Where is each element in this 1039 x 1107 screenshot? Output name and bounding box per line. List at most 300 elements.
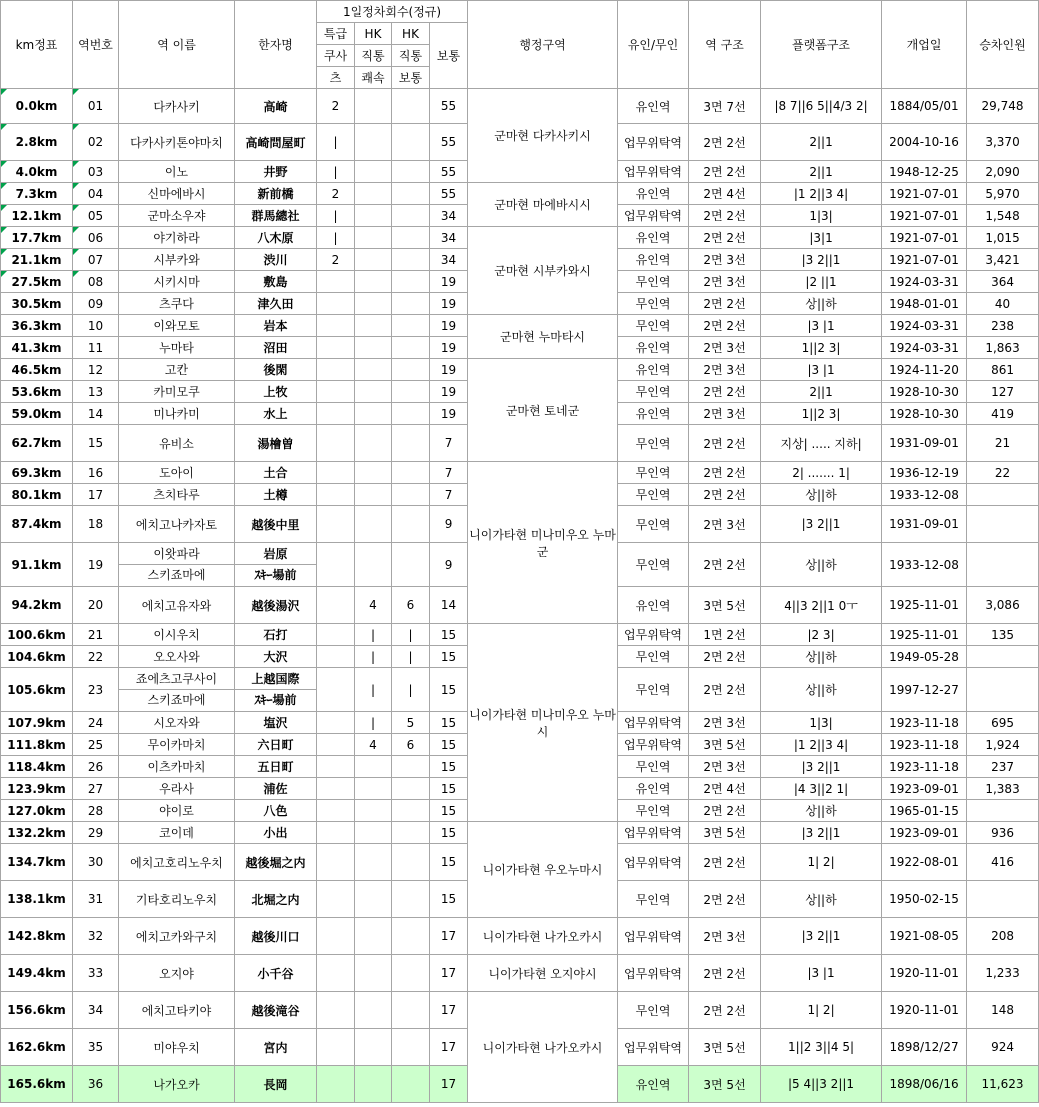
station-name: 무이카마치 xyxy=(119,734,235,756)
header-daily-stops: 1일정차회수(정규) xyxy=(317,1,468,23)
hk-rapid-stops xyxy=(355,124,392,161)
hk-local-stops xyxy=(392,89,430,124)
station-structure: 2면 4선 xyxy=(689,183,761,205)
hanja-name: 浦佐 xyxy=(235,778,317,800)
express-stops xyxy=(317,822,355,844)
km-cell: 4.0km xyxy=(1,161,73,183)
express-stops xyxy=(317,668,355,712)
hanja-name: 後閑 xyxy=(235,359,317,381)
opening-date: 1923-09-01 xyxy=(882,822,967,844)
station-name: 시부카와 xyxy=(119,249,235,271)
header-km: km정표 xyxy=(1,1,73,89)
staffed-status: 업무위탁역 xyxy=(618,822,689,844)
station-name-cell xyxy=(119,543,235,587)
station-number: 12 xyxy=(73,359,119,381)
ridership xyxy=(967,668,1039,712)
platform-layout: |5 4||3 2||1 xyxy=(761,1066,882,1103)
km-cell: 59.0km xyxy=(1,403,73,425)
station-structure: 2면 3선 xyxy=(689,249,761,271)
staffed-status: 무인역 xyxy=(618,462,689,484)
platform-layout: 상||하 xyxy=(761,800,882,822)
hk-rapid-stops: | xyxy=(355,624,392,646)
station-number: 24 xyxy=(73,712,119,734)
station-name: 츠쿠다 xyxy=(119,293,235,315)
station-structure: 2면 3선 xyxy=(689,712,761,734)
ridership: 11,623 xyxy=(967,1066,1039,1103)
station-structure: 2면 2선 xyxy=(689,668,761,712)
hk-local-stops xyxy=(392,506,430,543)
station-number: 08 xyxy=(73,271,119,293)
region-cell: 군마현 누마타시 xyxy=(468,315,618,359)
hk-local-stops xyxy=(392,359,430,381)
local-stops: 15 xyxy=(430,881,468,918)
hanja-name: 群馬總社 xyxy=(235,205,317,227)
hk-local-stops: | xyxy=(392,646,430,668)
express-stops xyxy=(317,271,355,293)
local-stops: 19 xyxy=(430,359,468,381)
hk-rapid-stops: 4 xyxy=(355,734,392,756)
hk-local-stops xyxy=(392,337,430,359)
staffed-status: 업무위탁역 xyxy=(618,955,689,992)
ridership: 1,924 xyxy=(967,734,1039,756)
ridership: 22 xyxy=(967,462,1039,484)
header-riders: 승차인원 xyxy=(967,1,1039,89)
hk-local-stops xyxy=(392,844,430,881)
local-stops: 15 xyxy=(430,712,468,734)
staffed-status: 업무위탁역 xyxy=(618,205,689,227)
staffed-status: 업무위탁역 xyxy=(618,734,689,756)
ridership: 21 xyxy=(967,425,1039,462)
staffed-status: 무인역 xyxy=(618,293,689,315)
local-stops: 7 xyxy=(430,462,468,484)
hanja-name: 越後川口 xyxy=(235,918,317,955)
opening-date: 1923-11-18 xyxy=(882,756,967,778)
ridership xyxy=(967,881,1039,918)
platform-layout: 지상| ..... 지하| xyxy=(761,425,882,462)
express-stops xyxy=(317,293,355,315)
station-name: 야이로 xyxy=(119,800,235,822)
station-name: 미야우치 xyxy=(119,1029,235,1066)
km-cell: 87.4km xyxy=(1,506,73,543)
local-stops: 15 xyxy=(430,822,468,844)
express-stops xyxy=(317,756,355,778)
station-structure: 2면 4선 xyxy=(689,778,761,800)
station-number: 10 xyxy=(73,315,119,337)
staffed-status: 유인역 xyxy=(618,89,689,124)
express-stops xyxy=(317,646,355,668)
express-stops xyxy=(317,624,355,646)
station-name: 기타호리노우치 xyxy=(119,881,235,918)
express-stops xyxy=(317,1066,355,1103)
express-stops xyxy=(317,844,355,881)
station-structure: 2면 3선 xyxy=(689,337,761,359)
station-number: 13 xyxy=(73,381,119,403)
opening-date: 1920-11-01 xyxy=(882,955,967,992)
ridership: 924 xyxy=(967,1029,1039,1066)
platform-layout: 2||1 xyxy=(761,124,882,161)
km-cell: 134.7km xyxy=(1,844,73,881)
ridership xyxy=(967,800,1039,822)
station-number: 07 xyxy=(73,249,119,271)
station-name: 다카사키톤야마치 xyxy=(119,124,235,161)
km-cell: 36.3km xyxy=(1,315,73,337)
opening-date: 1936-12-19 xyxy=(882,462,967,484)
hanja-name: 新前橋 xyxy=(235,183,317,205)
staffed-status: 무인역 xyxy=(618,992,689,1029)
local-stops: 7 xyxy=(430,484,468,506)
local-stops: 15 xyxy=(430,756,468,778)
station-structure: 3면 5선 xyxy=(689,734,761,756)
table-row xyxy=(1,822,1039,844)
opening-date: 1898/12/27 xyxy=(882,1029,967,1066)
local-stops: 19 xyxy=(430,315,468,337)
hanja-name: 八色 xyxy=(235,800,317,822)
hanja-name: 高崎問屋町 xyxy=(235,124,317,161)
station-structure: 2면 3선 xyxy=(689,403,761,425)
hk-local-stops xyxy=(392,227,430,249)
header-express-1: 특급 xyxy=(317,23,355,45)
region-cell: 니이가타현 오지야시 xyxy=(468,955,618,992)
km-cell: 91.1km xyxy=(1,543,73,587)
station-number: 04 xyxy=(73,183,119,205)
platform-layout: 1|3| xyxy=(761,712,882,734)
hanja-name: 湯檜曽 xyxy=(235,425,317,462)
header-local: 보통 xyxy=(430,23,468,89)
station-number: 20 xyxy=(73,587,119,624)
ridership: 695 xyxy=(967,712,1039,734)
hk-rapid-stops xyxy=(355,337,392,359)
station-structure: 2면 2선 xyxy=(689,205,761,227)
km-cell: 107.9km xyxy=(1,712,73,734)
local-stops: 34 xyxy=(430,227,468,249)
hk-rapid-stops xyxy=(355,778,392,800)
staffed-status: 무인역 xyxy=(618,425,689,462)
hanja-name: 越後堀之内 xyxy=(235,844,317,881)
local-stops: 17 xyxy=(430,1066,468,1103)
km-cell: 80.1km xyxy=(1,484,73,506)
station-name: 이왓파라 xyxy=(153,547,200,561)
station-structure: 2면 3선 xyxy=(689,506,761,543)
platform-layout: |1 2||3 4| xyxy=(761,734,882,756)
local-stops: 19 xyxy=(430,337,468,359)
ridership: 3,421 xyxy=(967,249,1039,271)
opening-date: 1923-11-18 xyxy=(882,712,967,734)
express-stops: 2 xyxy=(317,249,355,271)
express-stops xyxy=(317,587,355,624)
hanja-name: 宮内 xyxy=(235,1029,317,1066)
express-stops xyxy=(317,543,355,587)
km-cell: 21.1km xyxy=(1,249,73,271)
platform-layout: |1 2||3 4| xyxy=(761,183,882,205)
station-number: 23 xyxy=(73,668,119,712)
station-structure: 2면 2선 xyxy=(689,161,761,183)
hk-local-stops xyxy=(392,205,430,227)
staffed-status: 업무위탁역 xyxy=(618,161,689,183)
express-stops xyxy=(317,778,355,800)
station-structure: 2면 3선 xyxy=(689,359,761,381)
ridership: 1,863 xyxy=(967,337,1039,359)
express-stops xyxy=(317,881,355,918)
header-staffed: 유인/무인 xyxy=(618,1,689,89)
express-stops: 2 xyxy=(317,183,355,205)
platform-layout: 2||1 xyxy=(761,381,882,403)
station-name-cell xyxy=(119,668,235,712)
header-no: 역번호 xyxy=(73,1,119,89)
local-stops: 14 xyxy=(430,587,468,624)
km-cell: 156.6km xyxy=(1,992,73,1029)
km-cell: 53.6km xyxy=(1,381,73,403)
staffed-status: 업무위탁역 xyxy=(618,712,689,734)
station-name: 군마소우쟈 xyxy=(119,205,235,227)
opening-date: 1931-09-01 xyxy=(882,425,967,462)
station-number: 33 xyxy=(73,955,119,992)
station-structure: 2면 2선 xyxy=(689,881,761,918)
staffed-status: 무인역 xyxy=(618,668,689,712)
hanja-name: 井野 xyxy=(235,161,317,183)
region-cell: 니이가타현 미나미우오 누마군 xyxy=(468,462,618,624)
platform-layout: |3|1 xyxy=(761,227,882,249)
hk-rapid-stops xyxy=(355,1066,392,1103)
opening-date: 1920-11-01 xyxy=(882,992,967,1029)
local-stops: 19 xyxy=(430,381,468,403)
local-stops: 15 xyxy=(430,646,468,668)
km-cell: 100.6km xyxy=(1,624,73,646)
ridership: 416 xyxy=(967,844,1039,881)
hk-rapid-stops xyxy=(355,1029,392,1066)
hanja-name-alt: ｽｷｰ場前 xyxy=(235,564,316,585)
station-name: 이노 xyxy=(119,161,235,183)
hk-rapid-stops xyxy=(355,205,392,227)
platform-layout: |2 3| xyxy=(761,624,882,646)
hk-rapid-stops xyxy=(355,227,392,249)
header-hk-rapid-3: 쾌속 xyxy=(355,67,392,89)
km-cell: 105.6km xyxy=(1,668,73,712)
ridership: 364 xyxy=(967,271,1039,293)
station-structure: 2면 2선 xyxy=(689,543,761,587)
station-name: 에치고유자와 xyxy=(119,587,235,624)
hanja-name: 上越国際 xyxy=(251,672,300,686)
station-name: 이와모토 xyxy=(119,315,235,337)
hk-local-stops xyxy=(392,881,430,918)
staffed-status: 유인역 xyxy=(618,183,689,205)
station-name: 신마에바시 xyxy=(119,183,235,205)
staffed-status: 업무위탁역 xyxy=(618,124,689,161)
ridership: 135 xyxy=(967,624,1039,646)
km-cell: 138.1km xyxy=(1,881,73,918)
hk-local-stops xyxy=(392,403,430,425)
opening-date: 1898/06/16 xyxy=(882,1066,967,1103)
opening-date: 1923-11-18 xyxy=(882,734,967,756)
hanja-name: 塩沢 xyxy=(235,712,317,734)
local-stops: 9 xyxy=(430,543,468,587)
hk-rapid-stops xyxy=(355,403,392,425)
station-number: 18 xyxy=(73,506,119,543)
opening-date: 2004-10-16 xyxy=(882,124,967,161)
station-name: 유비소 xyxy=(119,425,235,462)
station-number: 01 xyxy=(73,89,119,124)
station-number: 17 xyxy=(73,484,119,506)
hanja-name: 沼田 xyxy=(235,337,317,359)
platform-layout: 2| ....... 1| xyxy=(761,462,882,484)
express-stops xyxy=(317,315,355,337)
km-cell: 30.5km xyxy=(1,293,73,315)
station-name: 도아이 xyxy=(119,462,235,484)
staffed-status: 업무위탁역 xyxy=(618,918,689,955)
hanja-name: 北堀之内 xyxy=(235,881,317,918)
station-number: 36 xyxy=(73,1066,119,1103)
staffed-status: 유인역 xyxy=(618,403,689,425)
station-structure: 3면 5선 xyxy=(689,587,761,624)
station-number: 30 xyxy=(73,844,119,881)
hanja-name: 土合 xyxy=(235,462,317,484)
station-structure: 2면 2선 xyxy=(689,315,761,337)
station-structure: 3면 5선 xyxy=(689,1066,761,1103)
station-number: 02 xyxy=(73,124,119,161)
express-stops xyxy=(317,992,355,1029)
ridership: 1,383 xyxy=(967,778,1039,800)
station-number: 16 xyxy=(73,462,119,484)
km-cell: 41.3km xyxy=(1,337,73,359)
hk-local-stops xyxy=(392,822,430,844)
hanja-name: 大沢 xyxy=(235,646,317,668)
station-number: 03 xyxy=(73,161,119,183)
local-stops: 19 xyxy=(430,271,468,293)
station-number: 29 xyxy=(73,822,119,844)
local-stops: 15 xyxy=(430,624,468,646)
hk-local-stops xyxy=(392,462,430,484)
platform-layout: 상||하 xyxy=(761,881,882,918)
staffed-status: 무인역 xyxy=(618,646,689,668)
hanja-name: 高崎 xyxy=(235,89,317,124)
hk-local-stops xyxy=(392,800,430,822)
opening-date: 1924-03-31 xyxy=(882,337,967,359)
region-cell: 군마현 마에바시시 xyxy=(468,183,618,227)
station-number: 28 xyxy=(73,800,119,822)
hk-rapid-stops: | xyxy=(355,712,392,734)
station-name: 우라사 xyxy=(119,778,235,800)
ridership xyxy=(967,543,1039,587)
express-stops xyxy=(317,1029,355,1066)
station-number: 34 xyxy=(73,992,119,1029)
hk-local-stops xyxy=(392,381,430,403)
staffed-status: 무인역 xyxy=(618,506,689,543)
header-express-3: 츠 xyxy=(317,67,355,89)
station-name: 시키시마 xyxy=(119,271,235,293)
opening-date: 1921-07-01 xyxy=(882,227,967,249)
ridership: 127 xyxy=(967,381,1039,403)
platform-layout: 4||3 2||1 0ㅜ xyxy=(761,587,882,624)
table-row xyxy=(1,183,1039,205)
hanja-name: 岩本 xyxy=(235,315,317,337)
staffed-status: 무인역 xyxy=(618,315,689,337)
station-name: 이츠카마치 xyxy=(119,756,235,778)
local-stops: 55 xyxy=(430,124,468,161)
station-name: 에치고나카자토 xyxy=(119,506,235,543)
hk-rapid-stops: | xyxy=(355,646,392,668)
header-express-2: 쿠사 xyxy=(317,45,355,67)
hk-local-stops: 6 xyxy=(392,734,430,756)
hanja-name: 越後滝谷 xyxy=(235,992,317,1029)
express-stops: 2 xyxy=(317,89,355,124)
header-opened: 개업일 xyxy=(882,1,967,89)
hanja-name: 上牧 xyxy=(235,381,317,403)
hanja-name: 水上 xyxy=(235,403,317,425)
hanja-name: 津久田 xyxy=(235,293,317,315)
station-number: 22 xyxy=(73,646,119,668)
region-cell: 니이가타현 우오누마시 xyxy=(468,822,618,918)
platform-layout: |3 |1 xyxy=(761,955,882,992)
opening-date: 1925-11-01 xyxy=(882,587,967,624)
hanja-name-alt: ｽｷｰ場前 xyxy=(235,689,316,710)
hk-rapid-stops xyxy=(355,543,392,587)
opening-date: 1921-07-01 xyxy=(882,205,967,227)
hk-local-stops xyxy=(392,543,430,587)
local-stops: 55 xyxy=(430,183,468,205)
ridership: 861 xyxy=(967,359,1039,381)
station-structure: 2면 2선 xyxy=(689,293,761,315)
station-structure: 3면 7선 xyxy=(689,89,761,124)
station-structure: 2면 2선 xyxy=(689,462,761,484)
opening-date: 1931-09-01 xyxy=(882,506,967,543)
hk-local-stops xyxy=(392,992,430,1029)
express-stops: | xyxy=(317,205,355,227)
opening-date: 1924-11-20 xyxy=(882,359,967,381)
platform-layout: |4 3||2 1| xyxy=(761,778,882,800)
station-number: 25 xyxy=(73,734,119,756)
local-stops: 15 xyxy=(430,844,468,881)
hk-rapid-stops xyxy=(355,381,392,403)
opening-date: 1948-12-25 xyxy=(882,161,967,183)
express-stops xyxy=(317,359,355,381)
hk-rapid-stops xyxy=(355,425,392,462)
station-structure: 2면 2선 xyxy=(689,844,761,881)
station-name: 고칸 xyxy=(119,359,235,381)
local-stops: 17 xyxy=(430,1029,468,1066)
hanja-name: 六日町 xyxy=(235,734,317,756)
hk-rapid-stops xyxy=(355,183,392,205)
hk-rapid-stops: 4 xyxy=(355,587,392,624)
ridership: 148 xyxy=(967,992,1039,1029)
platform-layout: 상||하 xyxy=(761,484,882,506)
express-stops xyxy=(317,918,355,955)
local-stops: 55 xyxy=(430,161,468,183)
hk-local-stops xyxy=(392,1029,430,1066)
station-number: 32 xyxy=(73,918,119,955)
platform-layout: |3 2||1 xyxy=(761,918,882,955)
hk-local-stops: 5 xyxy=(392,712,430,734)
hanja-name: 石打 xyxy=(235,624,317,646)
station-name: 에치고카와구치 xyxy=(119,918,235,955)
opening-date: 1950-02-15 xyxy=(882,881,967,918)
express-stops xyxy=(317,462,355,484)
header-platform: 플랫폼구조 xyxy=(761,1,882,89)
station-number: 19 xyxy=(73,543,119,587)
ridership: 40 xyxy=(967,293,1039,315)
hanja-name: 小千谷 xyxy=(235,955,317,992)
hk-local-stops xyxy=(392,778,430,800)
station-number: 26 xyxy=(73,756,119,778)
station-name: 누마타 xyxy=(119,337,235,359)
hk-local-stops xyxy=(392,1066,430,1103)
staffed-status: 업무위탁역 xyxy=(618,624,689,646)
express-stops xyxy=(317,800,355,822)
km-cell: 12.1km xyxy=(1,205,73,227)
station-number: 05 xyxy=(73,205,119,227)
km-cell: 27.5km xyxy=(1,271,73,293)
region-cell: 군마현 토네군 xyxy=(468,359,618,462)
opening-date: 1922-08-01 xyxy=(882,844,967,881)
local-stops: 15 xyxy=(430,668,468,712)
